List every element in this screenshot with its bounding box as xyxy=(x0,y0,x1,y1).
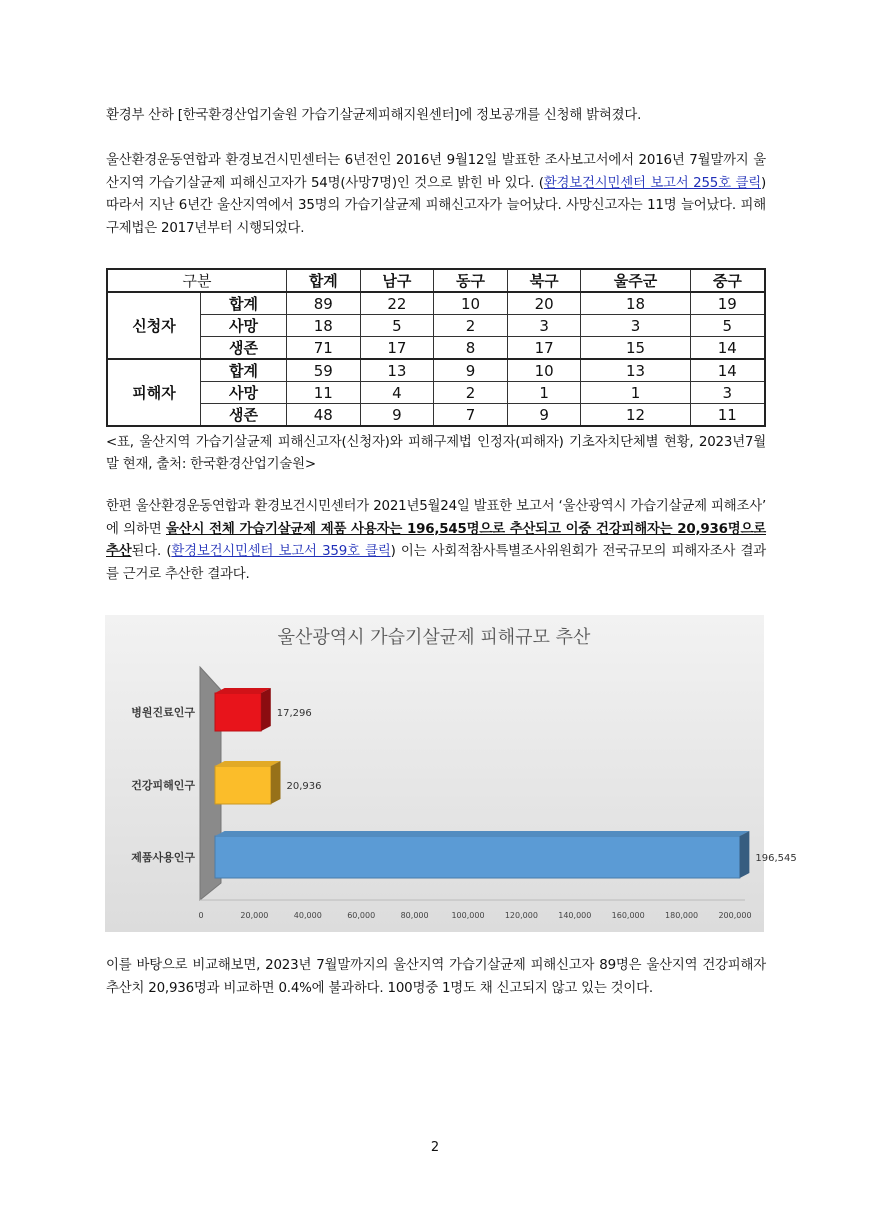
chart-x-tick-label: 140,000 xyxy=(558,911,592,920)
header-col: 남구 xyxy=(360,269,434,292)
chart-bar xyxy=(215,836,740,878)
report-359-link[interactable]: 환경보건시민센터 보고서 359호 클릭 xyxy=(171,544,391,559)
group-label-victims: 피해자 xyxy=(107,359,201,426)
table-cell: 1 xyxy=(507,382,581,404)
paragraph-3-bold: 울산시 전체 가습기살균제 제품 사용자는 196,545명으로 추산되고 이중 건강피해자는 20,936명으로 추산 xyxy=(106,521,766,559)
chart-x-tick-label: 0 xyxy=(198,911,204,920)
chart-bar-top xyxy=(215,831,749,836)
table-cell: 22 xyxy=(360,292,434,315)
table-cell: 18 xyxy=(581,292,690,315)
group-label-applicants: 신청자 xyxy=(107,292,201,359)
table-cell: 18 xyxy=(287,315,361,337)
chart-bar-top xyxy=(215,688,271,693)
damage-scale-chart xyxy=(105,615,797,932)
header-col: 동구 xyxy=(434,269,508,292)
chart-category-label: 병원진료인구 xyxy=(131,706,195,719)
paragraph-2 xyxy=(106,150,766,240)
header-gubun: 구분 xyxy=(107,269,287,292)
table-cell: 1 xyxy=(581,382,690,404)
table-row xyxy=(107,337,765,360)
chart-category-label: 제품사용인구 xyxy=(131,851,195,864)
table-row xyxy=(107,292,765,315)
paragraph-3 xyxy=(106,496,766,586)
paragraph-1: 환경부 산하 [한국환경산업기술원 가습기살균제피해지원센터]에 정보공개를 신청해 밝혀졌다. xyxy=(106,108,642,123)
table-cell: 11 xyxy=(690,404,765,427)
chart-bar xyxy=(215,693,261,731)
table-cell: 19 xyxy=(690,292,765,315)
table-cell: 14 xyxy=(690,359,765,382)
row-label: 사망 xyxy=(201,382,287,404)
row-label: 사망 xyxy=(201,315,287,337)
chart-bar xyxy=(215,766,271,804)
table-row xyxy=(107,359,765,382)
table-cell: 59 xyxy=(287,359,361,382)
table-header-row xyxy=(107,269,765,292)
table-cell: 2 xyxy=(434,382,508,404)
damage-report-table xyxy=(106,268,766,427)
table-cell: 17 xyxy=(360,337,434,360)
row-label: 생존 xyxy=(201,337,287,360)
table-cell: 12 xyxy=(581,404,690,427)
paragraph-2-text-b: ) 따라서 지난 6년간 울산지역에서 35명의 가습기살균제 피해신고자가 늘어났다. 사망신고자는 11명 늘어났다. 피해구제법은 2017년부터 시행되었다. xyxy=(106,175,766,236)
chart-x-tick-label: 20,000 xyxy=(240,911,269,920)
chart-x-tick-label: 120,000 xyxy=(504,911,538,920)
table-cell: 10 xyxy=(507,359,581,382)
chart-value-label: 20,936 xyxy=(286,781,322,792)
table-cell: 3 xyxy=(507,315,581,337)
table-cell: 14 xyxy=(690,337,765,360)
chart-bar-side xyxy=(261,688,271,731)
chart-x-tick-label: 200,000 xyxy=(718,911,752,920)
table-cell: 8 xyxy=(434,337,508,360)
table-cell: 9 xyxy=(434,359,508,382)
chart-value-label: 17,296 xyxy=(276,708,312,719)
table-row xyxy=(107,382,765,404)
table-cell: 13 xyxy=(581,359,690,382)
table-cell: 10 xyxy=(434,292,508,315)
row-label: 합계 xyxy=(201,292,287,315)
chart-svg xyxy=(105,615,797,932)
table-cell: 71 xyxy=(287,337,361,360)
chart-x-tick-label: 40,000 xyxy=(293,911,322,920)
table-cell: 3 xyxy=(581,315,690,337)
row-label: 생존 xyxy=(201,404,287,427)
header-col: 울주군 xyxy=(581,269,690,292)
paragraph-3-text-c: ) 이는 사회적참사특별조사위원회가 전국규모의 피해자조사 결과를 근거로 추산한 결과다. xyxy=(106,544,767,582)
table-cell: 3 xyxy=(690,382,765,404)
paragraph-3-text-b: 된다. ( xyxy=(131,544,172,559)
chart-x-tick-label: 160,000 xyxy=(611,911,645,920)
header-col: 합계 xyxy=(287,269,361,292)
chart-x-tick-label: 180,000 xyxy=(665,911,699,920)
table-cell: 4 xyxy=(360,382,434,404)
table-cell: 48 xyxy=(287,404,361,427)
table-cell: 15 xyxy=(581,337,690,360)
table-cell: 11 xyxy=(287,382,361,404)
chart-value-label: 196,545 xyxy=(755,853,797,864)
chart-x-tick-label: 60,000 xyxy=(347,911,376,920)
paragraph-3-text-a: 한편 울산환경운동연합과 환경보건시민센터가 2021년5월24일 발표한 보고서 ‘울산광역시 가습기살균제 피해조사’ 에 의하면 xyxy=(106,499,766,537)
table-cell: 9 xyxy=(507,404,581,427)
paragraph-2-text-a: 울산환경운동연합과 환경보건시민센터는 6년전인 2016년 9월12일 발표한 조사보고서에서 2016년 7월말까지 울산지역 가습기살균제 피해신고자가 54명(사망7명)인 것으로 밝힌 바 있다. ( xyxy=(106,153,766,191)
table-cell: 5 xyxy=(690,315,765,337)
table-cell: 9 xyxy=(360,404,434,427)
table-caption: <표, 울산지역 가습기살균제 피해신고자(신청자)와 피해구제법 인정자(피해자) 기초자치단체별 현황, 2023년7월말 현재, 출처: 한국환경산업기술원> xyxy=(106,435,766,472)
paragraph-4: 이를 바탕으로 비교해보면, 2023년 7월말까지의 울산지역 가습기살균제 피해신고자 89명은 울산지역 건강피해자 추산치 20,936명과 비교하면 0.4%에 불과하다. 100명중 1명도 채 신고되지 않고 있는 것이다. xyxy=(106,958,766,996)
page-number: 2 xyxy=(430,1140,440,1155)
row-label: 합계 xyxy=(201,359,287,382)
chart-category-label: 건강피해인구 xyxy=(131,779,195,792)
table-cell: 13 xyxy=(360,359,434,382)
chart-title: 울산광역시 가습기살균제 피해규모 추산 xyxy=(277,627,591,648)
table-cell: 2 xyxy=(434,315,508,337)
chart-bar-top xyxy=(215,761,280,766)
table-cell: 7 xyxy=(434,404,508,427)
table-row xyxy=(107,404,765,427)
header-col: 북구 xyxy=(507,269,581,292)
table-cell: 17 xyxy=(507,337,581,360)
chart-x-tick-label: 100,000 xyxy=(451,911,485,920)
chart-bar-side xyxy=(740,831,750,878)
chart-bar-side xyxy=(271,761,281,804)
table-row xyxy=(107,315,765,337)
table-cell: 5 xyxy=(360,315,434,337)
table-cell: 20 xyxy=(507,292,581,315)
report-255-link[interactable]: 환경보건시민센터 보고서 255호 클릭 xyxy=(543,175,761,191)
chart-x-tick-label: 80,000 xyxy=(400,911,429,920)
header-col: 중구 xyxy=(690,269,765,292)
table-cell: 89 xyxy=(287,292,361,315)
